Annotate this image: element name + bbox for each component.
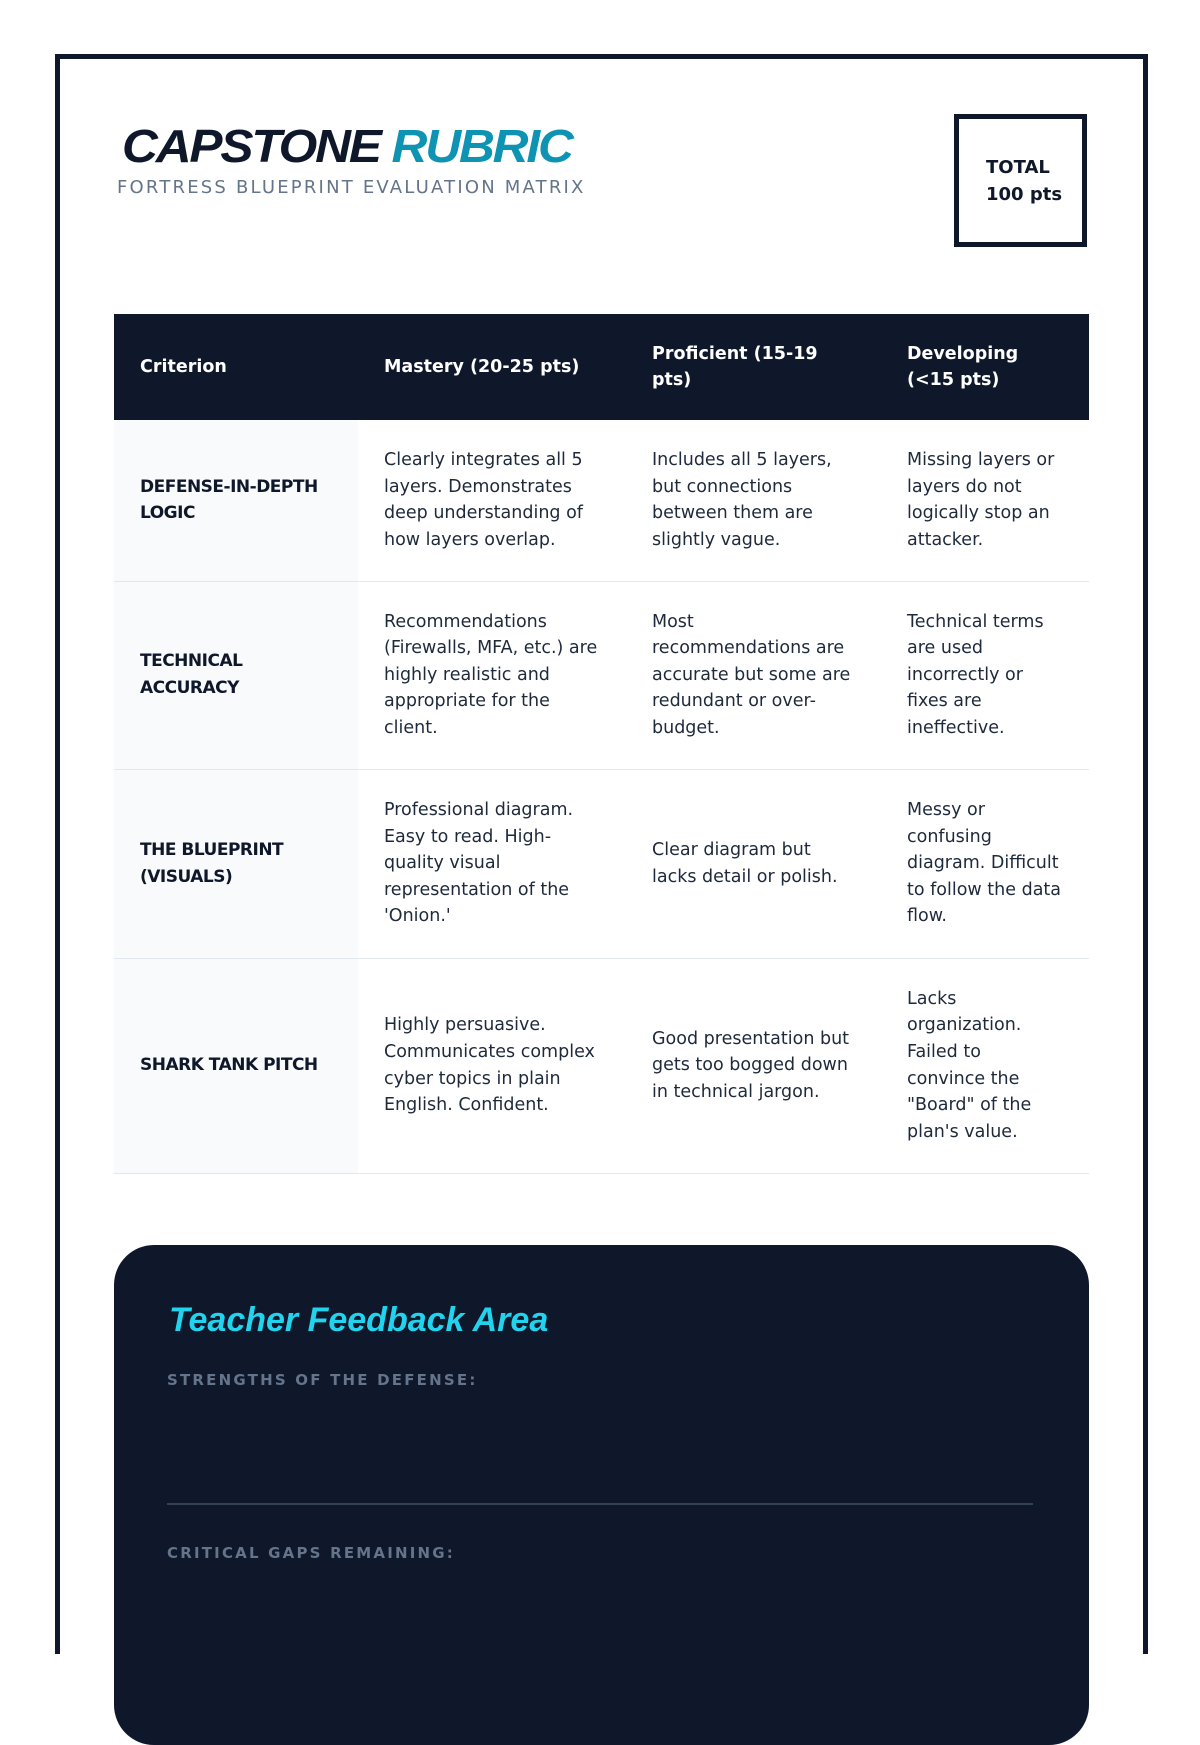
total-value: 100 pts xyxy=(986,183,1063,205)
page-subtitle: FORTRESS BLUEPRINT EVALUATION MATRIX xyxy=(117,177,586,198)
column-header: Proficient (15-19 pts) xyxy=(626,314,881,420)
title-accent: RUBRIC xyxy=(391,120,572,172)
table-row xyxy=(114,769,1089,958)
title-main: CAPSTONE xyxy=(122,120,380,172)
total-points-box xyxy=(954,114,1087,247)
strengths-label: STRENGTHS OF THE DEFENSE: xyxy=(167,1371,478,1389)
table-header-row xyxy=(114,314,1089,420)
feedback-title: Teacher Feedback Area xyxy=(169,1301,549,1339)
criterion-cell: SHARK TANK PITCH xyxy=(114,958,358,1173)
mastery-cell: Professional diagram. Easy to read. High-quality visual representation of the 'Onion.' xyxy=(358,769,626,958)
proficient-cell: Includes all 5 layers, but connections between them are slightly vague. xyxy=(626,420,881,581)
developing-cell: Messy or confusing diagram. Difficult to follow the data flow. xyxy=(881,769,1089,958)
developing-cell: Missing layers or layers do not logically stop an attacker. xyxy=(881,420,1089,581)
developing-cell: Lacks organization. Failed to convince the "Board" of the plan's value. xyxy=(881,958,1089,1173)
table-row xyxy=(114,420,1089,581)
rubric-page xyxy=(55,54,1148,1654)
teacher-feedback-panel xyxy=(114,1245,1089,1745)
developing-cell: Technical terms are used incorrectly or fixes are ineffective. xyxy=(881,581,1089,769)
proficient-cell: Most recommendations are accurate but some are redundant or over-budget. xyxy=(626,581,881,769)
column-header: Mastery (20-25 pts) xyxy=(358,314,626,420)
mastery-cell: Highly persuasive. Communicates complex cyber topics in plain English. Confident. xyxy=(358,958,626,1173)
mastery-cell: Recommendations (Firewalls, MFA, etc.) are highly realistic and appropriate for the client. xyxy=(358,581,626,769)
page-title xyxy=(122,119,572,173)
criterion-cell: DEFENSE-IN-DEPTH LOGIC xyxy=(114,420,358,581)
proficient-cell: Clear diagram but lacks detail or polish. xyxy=(626,769,881,958)
table-row xyxy=(114,581,1089,769)
proficient-cell: Good presentation but gets too bogged down in technical jargon. xyxy=(626,958,881,1173)
column-header: Developing (<15 pts) xyxy=(881,314,1089,420)
gaps-label: CRITICAL GAPS REMAINING: xyxy=(167,1544,456,1562)
total-label: TOTAL xyxy=(986,156,1050,178)
criterion-cell: THE BLUEPRINT (VISUALS) xyxy=(114,769,358,958)
rubric-table xyxy=(114,314,1089,1174)
column-header: Criterion xyxy=(114,314,358,420)
criterion-cell: TECHNICAL ACCURACY xyxy=(114,581,358,769)
feedback-divider xyxy=(167,1503,1033,1505)
table-row xyxy=(114,958,1089,1173)
mastery-cell: Clearly integrates all 5 layers. Demonstrates deep understanding of how layers overlap. xyxy=(358,420,626,581)
